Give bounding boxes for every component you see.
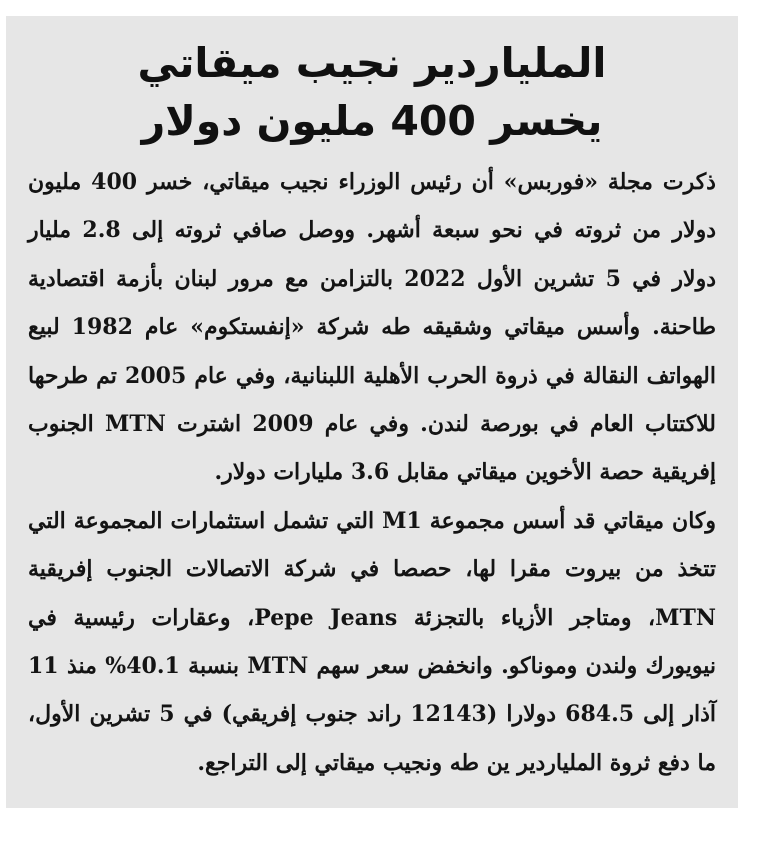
article-headline [28, 34, 716, 150]
headline-line-2: يخسر 400 مليون دولار [141, 97, 603, 145]
article-body [28, 158, 716, 787]
headline-line-1: الملياردير نجيب ميقاتي [137, 39, 607, 87]
article-paragraph-2: وكان ميقاتي قد أسس مجموعة M1 التي تشمل استثمارات المجموعة التي تتخذ من بيروت مقرا لها، حصصا في شركة الاتصالات الجنوب إفريقية MTN، ومتاجر الأزياء بالتجزئة Pepe Jeans، وعقارات رئيسية في نيويورك ولندن وموناكو. وانخفض سعر سهم MTN بنسبة 40.1% منذ 11 آذار إلى 684.5 دولارا (12143 راند جنوب إفريقي) في 5 تشرين الأول، ما دفع ثروة الملياردير ين طه ونجيب ميقاتي إلى التراجع. [28, 507, 716, 776]
article-box [6, 16, 738, 808]
article-paragraph-1: ذكرت مجلة «فوربس» أن رئيس الوزراء نجيب ميقاتي، خسر 400 مليون دولار من ثروته في نحو سبعة أشهر. ووصل صافي ثروته إلى 2.8 مليار دولار في 5 تشرين الأول 2022 بالتزامن مع مرور لبنان بأزمة اقتصادية طاحنة. وأسس ميقاتي وشقيقه طه شركة «إنفستكوم» عام 1982 لبيع الهواتف النقالة في ذروة الحرب الأهلية اللبنانية، وفي عام 2005 تم طرحها للاكتتاب العام في بورصة لندن. وفي عام 2009 اشترت MTN الجنوب إفريقية حصة الأخوين ميقاتي مقابل 3.6 مليارات دولار. [28, 169, 716, 486]
